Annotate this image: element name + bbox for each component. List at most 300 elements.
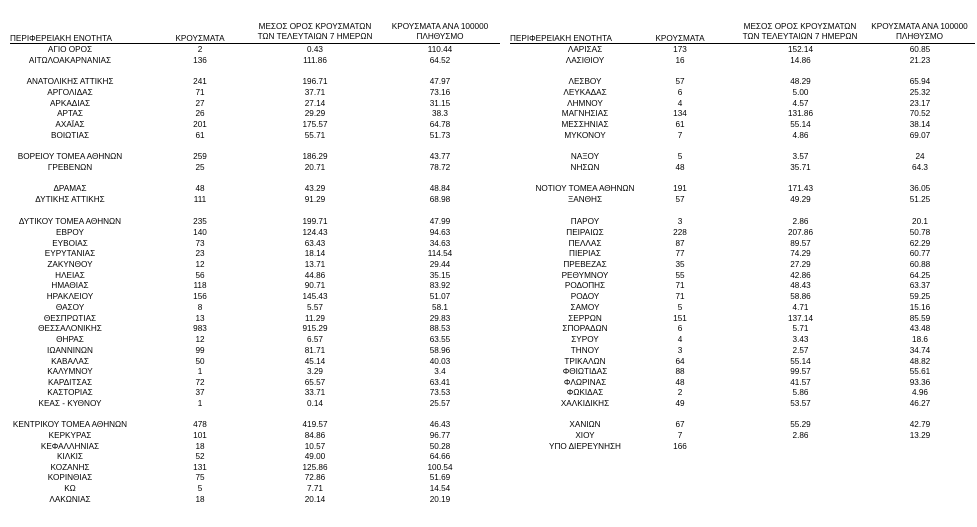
cell-avg: 5.57 [307,303,323,312]
cell-cases: 23 [195,249,205,258]
cell-avg: 4.86 [792,131,809,140]
right-header-avg-line2: ΤΩΝ ΤΕΛΕΥΤΑΙΩΝ 7 ΗΜΕΡΩΝ [742,32,858,41]
table-row [0,442,977,452]
cell-per: 25.32 [909,88,931,97]
cell-avg: 45.14 [304,357,326,366]
cell-avg: 2.57 [792,346,809,355]
table-row [0,184,977,194]
cell-cases: 18 [195,442,205,451]
cell-per: 51.69 [429,473,451,482]
table-row [0,120,977,130]
left-header-cases: ΚΡΟΥΣΜΑΤΑ [175,34,225,43]
cell-name: ΝΗΣΩΝ [570,163,600,172]
cell-cases: 151 [673,314,687,323]
cell-name: ΠΑΡΟΥ [570,217,600,226]
cell-cases: 156 [193,292,207,301]
cell-per: 58.96 [429,346,451,355]
cell-cases: 8 [197,303,203,312]
cell-per: 42.79 [909,420,931,429]
cell-per: 18.6 [912,335,928,344]
cell-name: ΒΟΡΕΙΟΥ ΤΟΜΕΑ ΑΘΗΝΩΝ [17,152,123,161]
cell-per: 25.57 [429,399,451,408]
cell-name: ΞΑΝΘΗΣ [567,195,603,204]
cell-per: 63.41 [429,378,451,387]
cell-per: 34.74 [909,346,931,355]
cell-per: 60.88 [909,260,931,269]
cell-cases: 5 [197,484,203,493]
cell-cases: 1 [197,399,203,408]
cell-name: ΜΥΚΟΝΟΥ [564,131,606,140]
cell-cases: 166 [673,442,687,451]
cell-cases: 18 [195,495,205,504]
cell-per: 78.72 [429,163,451,172]
cell-avg: 10.57 [304,442,326,451]
cell-avg: 171.43 [787,184,814,193]
cell-name: ΠΕΙΡΑΙΩΣ [566,228,604,237]
cell-avg: 915.29 [302,324,328,333]
cell-per: 21.23 [909,56,931,65]
cell-per: 38.3 [432,109,448,118]
cell-name: ΓΡΕΒΕΝΩΝ [47,163,93,172]
cell-per: 64.3 [912,163,928,172]
cell-name: ΚΕΝΤΡΙΚΟΥ ΤΟΜΕΑ ΑΘΗΝΩΝ [12,420,128,429]
cell-per: 46.27 [909,399,931,408]
table-row [0,324,977,334]
cell-avg: 48.29 [790,77,811,86]
table-row [0,131,977,141]
cell-avg: 55.14 [790,120,811,129]
cell-avg: 27.29 [790,260,811,269]
table-row [0,45,977,55]
cell-per: 47.99 [429,217,451,226]
table-row [0,463,977,473]
cell-cases: 67 [675,420,685,429]
cell-cases: 48 [195,184,205,193]
cell-per: 4.96 [912,388,928,397]
cell-avg: 18.14 [304,249,326,258]
cell-cases: 49 [675,399,685,408]
cell-avg: 125.86 [302,463,328,472]
cell-name: ΣΑΜΟΥ [570,303,600,312]
cell-per: 23.17 [909,99,931,108]
cell-name: ΕΥΡΥΤΑΝΙΑΣ [44,249,96,258]
cell-cases: 37 [195,388,205,397]
cell-per: 3.4 [434,367,446,376]
table-row [0,271,977,281]
cell-avg: 6.57 [307,335,323,344]
table-row [0,217,977,227]
cell-cases: 64 [675,357,685,366]
cell-name: ΧΙΟΥ [575,431,595,440]
table-row [0,346,977,356]
cell-per: 114.54 [427,249,453,258]
cell-avg: 2.86 [792,217,809,226]
cell-per: 48.84 [429,184,451,193]
cell-per: 69.07 [909,131,931,140]
cell-name: ΚΩ [64,484,76,493]
cell-per: 20.1 [912,217,928,226]
cell-avg: 14.86 [790,56,811,65]
cell-name: ΤΡΙΚΑΛΩΝ [564,357,606,366]
cell-name: ΘΕΣΣΑΛΟΝΙΚΗΣ [38,324,102,333]
cell-name: ΚΟΡΙΝΘΙΑΣ [47,473,93,482]
cell-avg: 89.57 [790,239,811,248]
cell-per: 110.44 [427,45,453,54]
cell-per: 51.73 [429,131,451,140]
cell-name: ΛΑΣΙΘΙΟΥ [565,56,605,65]
table-row [0,431,977,441]
cell-cases: 72 [195,378,205,387]
cell-per: 34.63 [429,239,451,248]
cell-cases: 4 [677,99,683,108]
cell-per: 43.77 [429,152,451,161]
cell-name: ΒΟΙΩΤΙΑΣ [50,131,90,140]
cell-avg: 5.00 [792,88,809,97]
table-row [0,473,977,483]
cell-avg: 2.86 [792,431,809,440]
cell-per: 60.85 [909,45,931,54]
cell-cases: 1 [197,367,203,376]
cell-per: 62.29 [909,239,931,248]
cell-avg: 4.57 [792,99,809,108]
cell-cases: 88 [675,367,685,376]
table-row [0,195,977,205]
cell-avg: 65.57 [304,378,326,387]
cell-name: ΖΑΚΥΝΘΟΥ [47,260,93,269]
cell-avg: 5.86 [792,388,809,397]
cell-cases: 26 [195,109,205,118]
cell-name: ΠΡΕΒΕΖΑΣ [563,260,607,269]
cell-per: 51.07 [429,292,451,301]
cell-cases: 12 [195,335,205,344]
cell-name: ΚΑΒΑΛΑΣ [51,357,89,366]
cell-avg: 81.71 [304,346,326,355]
cell-avg: 145.43 [302,292,328,301]
cell-per: 70.52 [909,109,931,118]
cell-name: ΑΡΤΑΣ [57,109,83,118]
cell-name: ΗΛΕΙΑΣ [55,271,85,280]
cell-cases: 27 [195,99,205,108]
table-row [0,228,977,238]
cell-name: ΚΟΖΑΝΗΣ [50,463,90,472]
left-header-region: ΠΕΡΙΦΕΡΕΙΑΚΗ ΕΝΟΤΗΤΑ [10,34,112,43]
cell-cases: 61 [195,131,205,140]
cell-name: ΣΥΡΟΥ [571,335,599,344]
cell-per: 50.28 [429,442,451,451]
cell-name: ΜΑΓΝΗΣΙΑΣ [561,109,609,118]
table-row [0,109,977,119]
left-header-rule [10,43,500,44]
cell-avg: 41.57 [790,378,811,387]
cell-per: 63.55 [429,335,451,344]
cell-avg: 5.71 [792,324,809,333]
cell-per: 55.61 [909,367,931,376]
table-row [0,99,977,109]
cell-cases: 57 [675,195,685,204]
right-header-region: ΠΕΡΙΦΕΡΕΙΑΚΗ ΕΝΟΤΗΤΑ [510,34,612,43]
cell-avg: 20.71 [304,163,326,172]
cell-name: ΝΟΤΙΟΥ ΤΟΜΕΑ ΑΘΗΝΩΝ [535,184,635,193]
table-row [0,249,977,259]
cell-avg: 207.86 [787,228,814,237]
table-row [0,314,977,324]
cell-name: ΣΠΟΡΑΔΩΝ [562,324,608,333]
cell-avg: 99.57 [790,367,811,376]
cell-per: 63.37 [909,281,931,290]
cell-cases: 99 [195,346,205,355]
cell-avg: 74.29 [790,249,811,258]
cell-cases: 2 [677,388,683,397]
cell-cases: 55 [675,271,685,280]
cell-per: 96.77 [429,431,451,440]
cell-per: 73.16 [429,88,451,97]
cell-name: ΑΡΚΑΔΙΑΣ [49,99,91,108]
cell-per: 73.53 [429,388,451,397]
cell-name: ΣΕΡΡΩΝ [568,314,602,323]
cell-per: 40.03 [429,357,451,366]
cell-avg: 43.29 [304,184,326,193]
cell-per: 35.15 [429,271,451,280]
cell-per: 83.92 [429,281,451,290]
table-row [0,452,977,462]
cell-cases: 228 [673,228,687,237]
cell-cases: 101 [193,431,207,440]
cell-cases: 6 [677,324,683,333]
cell-per: 68.98 [429,195,451,204]
cell-name: ΦΘΙΩΤΙΔΑΣ [562,367,608,376]
left-header-avg-line2: ΤΩΝ ΤΕΛΕΥΤΑΙΩΝ 7 ΗΜΕΡΩΝ [257,32,373,41]
cell-per: 60.77 [909,249,931,258]
cell-name: ΚΑΣΤΟΡΙΑΣ [47,388,93,397]
table-row [0,281,977,291]
table-row [0,260,977,270]
cell-cases: 111 [193,195,207,204]
left-header-per100k-line2: ΠΛΗΘΥΣΜΟ [416,32,464,41]
cell-name: ΡΟΔΟΠΗΣ [564,281,606,290]
table-row [0,303,977,313]
cell-avg: 49.00 [304,452,326,461]
cell-cases: 25 [195,163,205,172]
cell-per: 88.53 [429,324,451,333]
table-row [0,163,977,173]
cell-cases: 35 [675,260,685,269]
cell-per: 47.97 [429,77,451,86]
cell-name: ΕΒΡΟΥ [56,228,84,237]
cell-name: ΛΑΚΩΝΙΑΣ [49,495,91,504]
cell-cases: 75 [195,473,205,482]
cell-avg: 55.29 [790,420,811,429]
cell-avg: 55.71 [304,131,326,140]
cell-cases: 118 [193,281,207,290]
cell-per: 64.66 [429,452,451,461]
cell-avg: 3.43 [792,335,809,344]
cell-cases: 71 [675,281,685,290]
cell-avg: 175.57 [302,120,328,129]
cell-cases: 3 [677,346,683,355]
cell-avg: 11.29 [305,314,325,323]
cell-avg: 20.14 [304,495,326,504]
cell-cases: 16 [675,56,685,65]
cell-cases: 173 [673,45,687,54]
table-row [0,88,977,98]
cell-cases: 134 [673,109,687,118]
table-row [0,152,977,162]
cell-avg: 13.71 [304,260,326,269]
table-row [0,292,977,302]
cell-avg: 55.14 [790,357,811,366]
cell-name: ΙΩΑΝΝΙΝΩΝ [47,346,93,355]
cell-name: ΘΗΡΑΣ [56,335,84,344]
cell-name: ΚΑΡΔΙΤΣΑΣ [47,378,93,387]
table-row [0,357,977,367]
cell-avg: 27.14 [304,99,326,108]
table-row [0,77,977,87]
cell-avg: 4.71 [792,303,809,312]
cell-cases: 2 [197,45,203,54]
cell-avg: 90.71 [304,281,326,290]
cell-avg: 131.86 [787,109,814,118]
cell-per: 59.25 [909,292,931,301]
cell-name: ΑΧΑΪΑΣ [55,120,85,129]
cell-avg: 84.86 [304,431,326,440]
cell-name: ΠΙΕΡΙΑΣ [569,249,601,258]
cell-cases: 7 [677,431,683,440]
cell-name: ΤΗΝΟΥ [570,346,600,355]
cell-avg: 196.71 [302,77,328,86]
cell-avg: 3.57 [792,152,809,161]
cell-name: ΛΕΣΒΟΥ [568,77,602,86]
cell-avg: 35.71 [790,163,811,172]
right-header-per100k-line1: ΚΡΟΥΣΜΑΤΑ ΑΝΑ 100000 [871,22,968,31]
cell-cases: 5 [677,152,683,161]
cell-avg: 33.71 [304,388,326,397]
cell-per: 29.44 [429,260,451,269]
cell-name: ΧΑΛΚΙΔΙΚΗΣ [560,399,610,408]
cell-name: ΑΝΑΤΟΛΙΚΗΣ ΑΤΤΙΚΗΣ [26,77,114,86]
cell-per: 14.54 [429,484,451,493]
cell-per: 51.25 [909,195,931,204]
cell-avg: 124.43 [302,228,328,237]
table-row [0,378,977,388]
cell-per: 64.78 [429,120,451,129]
cell-name: ΚΕΑΣ - ΚΥΘΝΟΥ [38,399,102,408]
cell-avg: 419.57 [302,420,328,429]
cell-avg: 152.14 [787,45,814,54]
cell-cases: 3 [677,217,683,226]
cell-per: 64.25 [909,271,931,280]
cell-per: 94.63 [429,228,451,237]
cell-cases: 77 [675,249,685,258]
cell-per: 50.78 [909,228,931,237]
cell-name: ΔΥΤΙΚΟΥ ΤΟΜΕΑ ΑΘΗΝΩΝ [18,217,122,226]
cell-cases: 12 [195,260,205,269]
cell-avg: 42.86 [790,271,811,280]
cell-name: ΡΟΔΟΥ [570,292,600,301]
cell-per: 65.94 [909,77,931,86]
cell-avg: 0.14 [307,399,323,408]
cell-cases: 191 [673,184,687,193]
table-row [0,335,977,345]
cell-name: ΘΕΣΠΡΩΤΙΑΣ [43,314,97,323]
left-header-per100k-line1: ΚΡΟΥΣΜΑΤΑ ΑΝΑ 100000 [391,22,489,31]
cell-per: 85.59 [909,314,931,323]
cell-cases: 52 [195,452,205,461]
cell-name: ΧΑΝΙΩΝ [569,420,601,429]
right-header-avg-line1: ΜΕΣΟΣ ΟΡΟΣ ΚΡΟΥΣΜΑΤΩΝ [743,22,857,31]
cell-per: 24 [915,152,925,161]
cell-per: 13.29 [909,431,931,440]
cell-name: ΔΡΑΜΑΣ [53,184,87,193]
cell-cases: 87 [675,239,685,248]
cell-avg: 49.29 [790,195,811,204]
cell-avg: 53.57 [790,399,811,408]
cell-name: ΡΕΘΥΜΝΟΥ [561,271,609,280]
cell-name: ΚΙΛΚΙΣ [56,452,83,461]
cell-cases: 131 [193,463,207,472]
cell-name: ΑΙΤΩΛΟΑΚΑΡΝΑΝΙΑΣ [28,56,112,65]
cell-avg: 37.71 [304,88,326,97]
cell-name: ΠΕΛΛΑΣ [568,239,602,248]
cell-name: ΝΑΞΟΥ [570,152,600,161]
cell-cases: 478 [193,420,207,429]
right-header-cases: ΚΡΟΥΣΜΑΤΑ [655,34,705,43]
cell-name: ΛΗΜΝΟΥ [567,99,603,108]
cell-per: 64.52 [429,56,451,65]
cell-avg: 63.43 [304,239,326,248]
cell-avg: 111.86 [303,56,327,65]
cell-name: ΚΕΡΚΥΡΑΣ [48,431,92,440]
cell-cases: 259 [193,152,207,161]
cell-cases: 50 [195,357,205,366]
cell-per: 38.14 [909,120,931,129]
cell-cases: 71 [675,292,685,301]
cell-name: ΗΜΑΘΙΑΣ [51,281,89,290]
cell-cases: 201 [193,120,207,129]
cell-cases: 48 [675,163,685,172]
cell-cases: 48 [675,378,685,387]
cell-cases: 13 [195,314,205,323]
table-row [0,495,977,505]
cell-avg: 137.14 [787,314,814,323]
cell-cases: 7 [677,131,683,140]
cell-cases: 5 [677,303,683,312]
cell-name: ΜΕΣΣΗΝΙΑΣ [561,120,609,129]
table-row [0,420,977,430]
cell-per: 93.36 [909,378,931,387]
cell-cases: 57 [675,77,685,86]
cell-per: 29.83 [429,314,451,323]
cell-per: 58.1 [432,303,448,312]
cell-avg: 0.43 [307,45,323,54]
cell-per: 46.43 [429,420,451,429]
cell-per: 48.82 [909,357,931,366]
table-row [0,56,977,66]
cell-name: ΕΥΒΟΙΑΣ [52,239,88,248]
cell-avg: 29.29 [304,109,326,118]
cell-cases: 241 [193,77,207,86]
cell-per: 43.48 [909,324,931,333]
cell-name: ΗΡΑΚΛΕΙΟΥ [46,292,94,301]
table-row [0,367,977,377]
cell-avg: 91.29 [304,195,326,204]
cell-avg: 186.29 [302,152,328,161]
cell-per: 31.15 [429,99,451,108]
cell-cases: 983 [193,324,207,333]
cell-cases: 6 [677,88,683,97]
cell-name: ΥΠΟ ΔΙΕΡΕΥΝΗΣΗ [549,442,621,451]
cell-per: 36.05 [909,184,931,193]
cell-name: ΑΡΓΟΛΙΔΑΣ [47,88,93,97]
